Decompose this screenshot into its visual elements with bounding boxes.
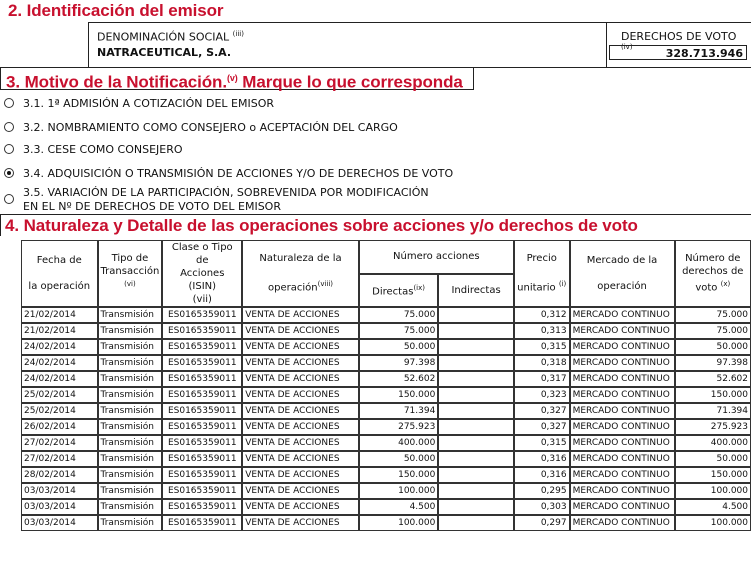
- indirectas-cell: [438, 419, 514, 435]
- header-clase: Clase o Tipo de Acciones (ISIN) (vii): [162, 240, 242, 307]
- radio-icon[interactable]: [4, 194, 14, 204]
- isin-cell: ES0165359011: [162, 515, 242, 531]
- table-row: [21, 339, 751, 355]
- isin-cell: ES0165359011: [162, 499, 242, 515]
- fecha-cell: 28/02/2014: [21, 467, 98, 483]
- fecha-cell: 24/02/2014: [21, 371, 98, 387]
- indirectas-cell: [438, 435, 514, 451]
- mercado-cell: MERCADO CONTINUO: [570, 499, 675, 515]
- mercado-cell: MERCADO CONTINUO: [570, 355, 675, 371]
- naturaleza-cell: VENTA DE ACCIONES: [242, 467, 359, 483]
- naturaleza-cell: VENTA DE ACCIONES: [242, 387, 359, 403]
- option-3-1[interactable]: 3.1. 1ª ADMISIÓN A COTIZACIÓN DEL EMISOR: [4, 97, 274, 110]
- precio-cell: 0,312: [514, 307, 570, 323]
- directas-cell: 50.000: [359, 339, 439, 355]
- section4-title: 4. Naturaleza y Detalle de las operaciones sobre acciones y/o derechos de voto: [5, 216, 638, 235]
- derechos-cell: 100.000: [675, 515, 751, 531]
- fecha-cell: 03/03/2014: [21, 515, 98, 531]
- precio-cell: 0,317: [514, 371, 570, 387]
- derechos-cell: 150.000: [675, 467, 751, 483]
- table-row: [21, 515, 751, 531]
- naturaleza-cell: VENTA DE ACCIONES: [242, 515, 359, 531]
- directas-cell: 150.000: [359, 467, 439, 483]
- derechos-cell: 100.000: [675, 483, 751, 499]
- precio-cell: 0,313: [514, 323, 570, 339]
- derechos-cell: 75.000: [675, 323, 751, 339]
- table-row: [21, 355, 751, 371]
- naturaleza-cell: VENTA DE ACCIONES: [242, 499, 359, 515]
- isin-cell: ES0165359011: [162, 339, 242, 355]
- precio-cell: 0,327: [514, 403, 570, 419]
- mercado-cell: MERCADO CONTINUO: [570, 435, 675, 451]
- fecha-cell: 27/02/2014: [21, 451, 98, 467]
- table-row: [21, 483, 751, 499]
- tipo-cell: Transmisión: [98, 355, 163, 371]
- directas-cell: 275.923: [359, 419, 439, 435]
- tipo-cell: Transmisión: [98, 307, 163, 323]
- fecha-cell: 25/02/2014: [21, 403, 98, 419]
- naturaleza-cell: VENTA DE ACCIONES: [242, 451, 359, 467]
- derechos-cell: 400.000: [675, 435, 751, 451]
- precio-cell: 0,323: [514, 387, 570, 403]
- derechos-cell: 75.000: [675, 307, 751, 323]
- fecha-cell: 27/02/2014: [21, 435, 98, 451]
- indirectas-cell: [438, 467, 514, 483]
- fecha-cell: 24/02/2014: [21, 355, 98, 371]
- option-3-5-line2: EN EL Nº DE DERECHOS DE VOTO DEL EMISOR: [23, 200, 281, 213]
- isin-cell: ES0165359011: [162, 371, 242, 387]
- tipo-cell: Transmisión: [98, 371, 163, 387]
- option-3-4[interactable]: 3.4. ADQUISICIÓN O TRANSMISIÓN DE ACCIONES Y/O DE DERECHOS DE VOTO: [4, 167, 453, 180]
- header-naturaleza: Naturaleza de la operación$^{(viii)}$: [242, 240, 359, 307]
- derechos-cell: 50.000: [675, 339, 751, 355]
- directas-cell: 75.000: [359, 307, 439, 323]
- tipo-cell: Transmisión: [98, 435, 163, 451]
- directas-cell: 97.398: [359, 355, 439, 371]
- table-row: [21, 435, 751, 451]
- tipo-cell: Transmisión: [98, 451, 163, 467]
- isin-cell: ES0165359011: [162, 451, 242, 467]
- precio-cell: 0,316: [514, 467, 570, 483]
- indirectas-cell: [438, 499, 514, 515]
- tipo-cell: Transmisión: [98, 403, 163, 419]
- table-row: [21, 323, 751, 339]
- tipo-cell: Transmisión: [98, 323, 163, 339]
- mercado-cell: MERCADO CONTINUO: [570, 467, 675, 483]
- directas-cell: 75.000: [359, 323, 439, 339]
- isin-cell: ES0165359011: [162, 419, 242, 435]
- header-indirectas: Indirectas: [438, 274, 514, 308]
- header-precio: Precio unitario $^{(i)}$: [514, 240, 570, 307]
- directas-cell: 400.000: [359, 435, 439, 451]
- indirectas-cell: [438, 323, 514, 339]
- tipo-cell: Transmisión: [98, 483, 163, 499]
- indirectas-cell: [438, 403, 514, 419]
- emisor-box: [88, 22, 751, 68]
- tipo-cell: Transmisión: [98, 467, 163, 483]
- precio-cell: 0,316: [514, 451, 570, 467]
- tipo-cell: Transmisión: [98, 419, 163, 435]
- indirectas-cell: [438, 387, 514, 403]
- indirectas-cell: [438, 339, 514, 355]
- naturaleza-cell: VENTA DE ACCIONES: [242, 307, 359, 323]
- directas-cell: 50.000: [359, 451, 439, 467]
- indirectas-cell: [438, 483, 514, 499]
- table-row: [21, 467, 751, 483]
- naturaleza-cell: VENTA DE ACCIONES: [242, 403, 359, 419]
- header-mercado: Mercado de la operación: [570, 240, 675, 307]
- mercado-cell: MERCADO CONTINUO: [570, 323, 675, 339]
- mercado-cell: MERCADO CONTINUO: [570, 483, 675, 499]
- precio-cell: 0,297: [514, 515, 570, 531]
- fecha-cell: 24/02/2014: [21, 339, 98, 355]
- directas-cell: 100.000: [359, 483, 439, 499]
- derechos-cell: 275.923: [675, 419, 751, 435]
- tipo-cell: Transmisión: [98, 499, 163, 515]
- indirectas-cell: [438, 307, 514, 323]
- isin-cell: ES0165359011: [162, 355, 242, 371]
- indirectas-cell: [438, 355, 514, 371]
- indirectas-cell: [438, 515, 514, 531]
- denominacion-label: DENOMINACIÓN SOCIAL $^{(iii)}$: [97, 30, 244, 44]
- section2-title: 2. Identificación del emisor: [8, 1, 224, 20]
- isin-cell: ES0165359011: [162, 307, 242, 323]
- radio-icon[interactable]: [4, 98, 14, 108]
- directas-cell: 150.000: [359, 387, 439, 403]
- isin-cell: ES0165359011: [162, 467, 242, 483]
- mercado-cell: MERCADO CONTINUO: [570, 339, 675, 355]
- derechos-cell: 150.000: [675, 387, 751, 403]
- header-fecha: Fecha de la operación: [21, 240, 98, 307]
- naturaleza-cell: VENTA DE ACCIONES: [242, 483, 359, 499]
- table-row: [21, 499, 751, 515]
- table-row: [21, 451, 751, 467]
- indirectas-cell: [438, 371, 514, 387]
- operations-table: [21, 240, 751, 531]
- mercado-cell: MERCADO CONTINUO: [570, 387, 675, 403]
- section3-title: 3. Motivo de la Notificación.$^{(v)}$ Marque lo que corresponda: [6, 72, 463, 92]
- header-directas: Directas$^{(ix)}$: [359, 274, 439, 308]
- directas-cell: 4.500: [359, 499, 439, 515]
- option-3-5[interactable]: 3.5. VARIACIÓN DE LA PARTICIPACIÓN, SOBREVENIDA POR MODIFICACIÓN: [4, 186, 429, 199]
- derechos-cell: 71.394: [675, 403, 751, 419]
- radio-icon[interactable]: [4, 122, 14, 132]
- derechos-cell: 52.602: [675, 371, 751, 387]
- fecha-cell: 21/02/2014: [21, 307, 98, 323]
- naturaleza-cell: VENTA DE ACCIONES: [242, 435, 359, 451]
- denominacion-value: NATRACEUTICAL, S.A.: [97, 46, 232, 59]
- table-row: [21, 371, 751, 387]
- derechos-cell: 50.000: [675, 451, 751, 467]
- tipo-cell: Transmisión: [98, 387, 163, 403]
- table-row: [21, 403, 751, 419]
- isin-cell: ES0165359011: [162, 435, 242, 451]
- tipo-cell: Transmisión: [98, 515, 163, 531]
- precio-cell: 0,315: [514, 435, 570, 451]
- derechos-voto-label: DERECHOS DE VOTO $^{(iv)}$: [621, 30, 737, 51]
- mercado-cell: MERCADO CONTINUO: [570, 403, 675, 419]
- radio-icon[interactable]: [4, 144, 14, 154]
- mercado-cell: MERCADO CONTINUO: [570, 307, 675, 323]
- header-derechos: Número de derechos de voto $^{(x)}$: [675, 240, 751, 307]
- precio-cell: 0,315: [514, 339, 570, 355]
- fecha-cell: 25/02/2014: [21, 387, 98, 403]
- table-row: [21, 419, 751, 435]
- isin-cell: ES0165359011: [162, 387, 242, 403]
- mercado-cell: MERCADO CONTINUO: [570, 515, 675, 531]
- option-3-3[interactable]: 3.3. CESE COMO CONSEJERO: [4, 143, 183, 156]
- header-numero-acciones: Número acciones: [359, 240, 514, 274]
- precio-cell: 0,327: [514, 419, 570, 435]
- naturaleza-cell: VENTA DE ACCIONES: [242, 323, 359, 339]
- fecha-cell: 26/02/2014: [21, 419, 98, 435]
- derechos-cell: 97.398: [675, 355, 751, 371]
- naturaleza-cell: VENTA DE ACCIONES: [242, 355, 359, 371]
- header-tipo: Tipo de Transacción $^{(vi)}$: [98, 240, 163, 307]
- precio-cell: 0,295: [514, 483, 570, 499]
- radio-checked-icon[interactable]: [4, 168, 14, 178]
- naturaleza-cell: VENTA DE ACCIONES: [242, 339, 359, 355]
- indirectas-cell: [438, 451, 514, 467]
- table-row: [21, 307, 751, 323]
- precio-cell: 0,318: [514, 355, 570, 371]
- fecha-cell: 03/03/2014: [21, 483, 98, 499]
- mercado-cell: MERCADO CONTINUO: [570, 451, 675, 467]
- tipo-cell: Transmisión: [98, 339, 163, 355]
- precio-cell: 0,303: [514, 499, 570, 515]
- naturaleza-cell: VENTA DE ACCIONES: [242, 419, 359, 435]
- fecha-cell: 21/02/2014: [21, 323, 98, 339]
- mercado-cell: MERCADO CONTINUO: [570, 419, 675, 435]
- directas-cell: 100.000: [359, 515, 439, 531]
- option-3-2[interactable]: 3.2. NOMBRAMIENTO COMO CONSEJERO o ACEPTACIÓN DEL CARGO: [4, 121, 398, 134]
- isin-cell: ES0165359011: [162, 323, 242, 339]
- fecha-cell: 03/03/2014: [21, 499, 98, 515]
- directas-cell: 71.394: [359, 403, 439, 419]
- isin-cell: ES0165359011: [162, 403, 242, 419]
- mercado-cell: MERCADO CONTINUO: [570, 371, 675, 387]
- isin-cell: ES0165359011: [162, 483, 242, 499]
- table-row: [21, 387, 751, 403]
- derechos-voto-value: 328.713.946: [609, 45, 747, 60]
- derechos-cell: 4.500: [675, 499, 751, 515]
- naturaleza-cell: VENTA DE ACCIONES: [242, 371, 359, 387]
- directas-cell: 52.602: [359, 371, 439, 387]
